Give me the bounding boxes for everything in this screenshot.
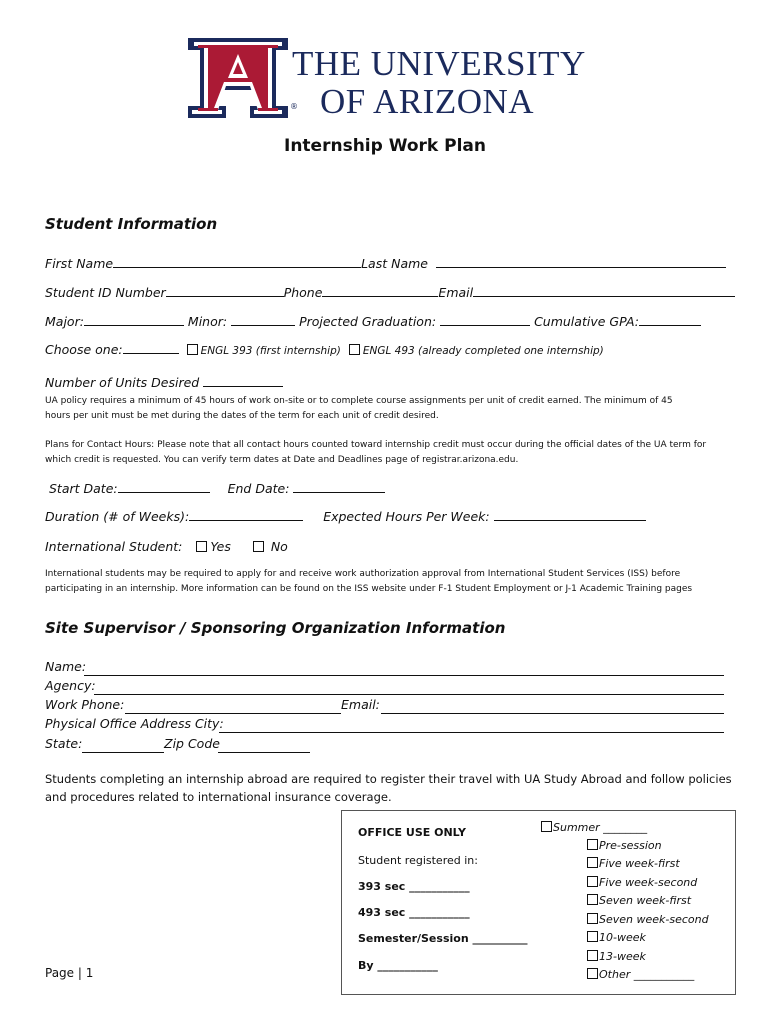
sec393-field[interactable]: 393 sec ___________ [358, 880, 470, 893]
session-checkbox[interactable] [587, 876, 598, 887]
minor-label: Minor: [187, 314, 228, 329]
session-label: Seven week-second [599, 913, 709, 926]
cumulative-gpa-field[interactable] [639, 314, 701, 326]
session-checkbox[interactable] [587, 839, 598, 850]
address-city-label: Physical Office Address City: [45, 716, 224, 731]
session-checkbox[interactable] [587, 894, 598, 905]
page-number: Page | 1 [45, 966, 94, 980]
projected-graduation-label: Projected Graduation: [299, 314, 437, 329]
last-name-field[interactable] [436, 256, 726, 268]
session-option [587, 968, 694, 981]
session-label: Other ___________ [599, 968, 695, 981]
international-note-text: International students may be required to apply for and receive work authorization approval from International Student Services (ISS) before participating in an internship. More information can be found on the ISS website under F-1 Student Employment or J-1 Academic Training pages [45, 569, 693, 594]
ua-policy-text: UA policy requires a minimum of 45 hours of work on-site or to complete course assignments per unit of credit earned. The minimum of 45 hours per unit must be met during the dates of the term for each unit of credit desired. [45, 396, 673, 421]
choose-one-row [45, 342, 604, 357]
projected-graduation-field[interactable] [440, 314, 530, 326]
first-name-row [45, 256, 726, 271]
engl393-checkbox[interactable] [187, 344, 198, 355]
phone-field[interactable] [322, 285, 438, 297]
semester-session-field[interactable]: Semester/Session __________ [358, 932, 528, 945]
summer-label: Summer ________ [553, 821, 648, 834]
university-name-line1: THE UNIVERSITY [292, 44, 586, 83]
email-label: Email [438, 285, 474, 300]
first-name-label: First Name [45, 256, 114, 271]
major-label: Major: [45, 314, 84, 329]
session-option [587, 931, 646, 944]
session-checkbox[interactable] [587, 931, 598, 942]
duration-label: Duration (# of Weeks): [45, 509, 190, 524]
choose-one-label: Choose one: [45, 342, 123, 357]
engl493-checkbox[interactable] [349, 344, 360, 355]
session-option [587, 839, 662, 852]
duration-row [45, 509, 646, 524]
session-option [587, 857, 680, 870]
student-info-heading: Student Information [45, 215, 218, 233]
expected-hours-label: Expected Hours Per Week: [323, 509, 490, 524]
office-use-heading: OFFICE USE ONLY [358, 826, 466, 839]
units-field[interactable] [203, 375, 283, 387]
engl493-label: ENGL 493 (already completed one internship) [362, 345, 604, 357]
expected-hours-field[interactable] [494, 509, 646, 521]
session-label: 13-week [599, 950, 646, 963]
supervisor-name-field[interactable] [84, 675, 724, 676]
supervisor-email-label: Email: [341, 697, 380, 712]
summer-checkbox[interactable] [541, 821, 552, 832]
international-row [45, 539, 288, 554]
zip-field[interactable] [218, 752, 310, 753]
supervisor-heading: Site Supervisor / Sponsoring Organization Information [45, 619, 506, 637]
international-label: International Student: [45, 539, 183, 554]
units-row [45, 375, 283, 390]
session-option [587, 876, 697, 889]
student-id-row [45, 285, 735, 300]
state-field[interactable] [82, 752, 164, 753]
major-row [45, 314, 701, 329]
yes-label: Yes [210, 539, 231, 554]
email-field[interactable] [473, 285, 735, 297]
session-option [587, 950, 646, 963]
end-date-field[interactable] [293, 481, 385, 493]
end-date-label: End Date: [227, 481, 290, 496]
by-field[interactable]: By ___________ [358, 959, 438, 972]
session-checkbox[interactable] [587, 913, 598, 924]
session-checkbox[interactable] [587, 968, 598, 979]
agency-label: Agency: [45, 678, 96, 693]
session-label: Seven week-first [599, 894, 692, 907]
university-logo-icon [188, 38, 288, 118]
minor-field[interactable] [231, 314, 295, 326]
engl393-label: ENGL 393 (first internship) [200, 345, 341, 357]
reg-mark: ® [290, 102, 298, 111]
no-label: No [270, 539, 288, 554]
units-label: Number of Units Desired [45, 375, 200, 390]
dates-row [49, 481, 385, 496]
page-title: Internship Work Plan [284, 136, 486, 156]
agency-field[interactable] [94, 694, 724, 695]
no-checkbox[interactable] [253, 541, 264, 552]
phone-label: Phone [283, 285, 323, 300]
state-label: State: [45, 736, 83, 751]
student-id-field[interactable] [166, 285, 284, 297]
session-checkbox[interactable] [587, 950, 598, 961]
abroad-note-text: Students completing an internship abroad are required to register their travel with UA Study Abroad and follow policies and procedures related to international insurance coverage. [45, 772, 732, 804]
choose-one-field[interactable] [123, 342, 179, 354]
registered-in-label: Student registered in: [358, 854, 478, 867]
supervisor-email-field[interactable] [381, 713, 724, 714]
summer-option [541, 821, 647, 834]
address-city-field[interactable] [219, 732, 724, 733]
session-label: Pre-session [599, 839, 662, 852]
zip-label: Zip Code [164, 736, 220, 751]
sec493-field[interactable]: 493 sec ___________ [358, 906, 470, 919]
session-label: 10-week [599, 931, 646, 944]
cumulative-gpa-label: Cumulative GPA: [534, 314, 639, 329]
work-phone-field[interactable] [125, 713, 341, 714]
session-option [587, 913, 709, 926]
start-date-label: Start Date: [49, 481, 118, 496]
work-phone-label: Work Phone: [45, 697, 125, 712]
yes-checkbox[interactable] [196, 541, 207, 552]
contact-hours-text: Plans for Contact Hours: Please note that all contact hours counted toward internship credit must occur during the official dates of the UA term for which credit is requested. You can verify term dates at Date and Deadlines page of registrar.arizona.edu. [45, 440, 707, 465]
start-date-field[interactable] [118, 481, 210, 493]
session-label: Five week-second [599, 876, 698, 889]
last-name-label: Last Name [361, 256, 428, 271]
university-name-line2: OF ARIZONA [320, 82, 535, 121]
session-checkbox[interactable] [587, 857, 598, 868]
first-name-field[interactable] [113, 256, 361, 268]
major-field[interactable] [84, 314, 184, 326]
supervisor-name-label: Name: [45, 659, 87, 674]
duration-field[interactable] [189, 509, 303, 521]
student-id-label: Student ID Number [45, 285, 166, 300]
session-option [587, 894, 691, 907]
session-label: Five week-first [599, 857, 680, 870]
